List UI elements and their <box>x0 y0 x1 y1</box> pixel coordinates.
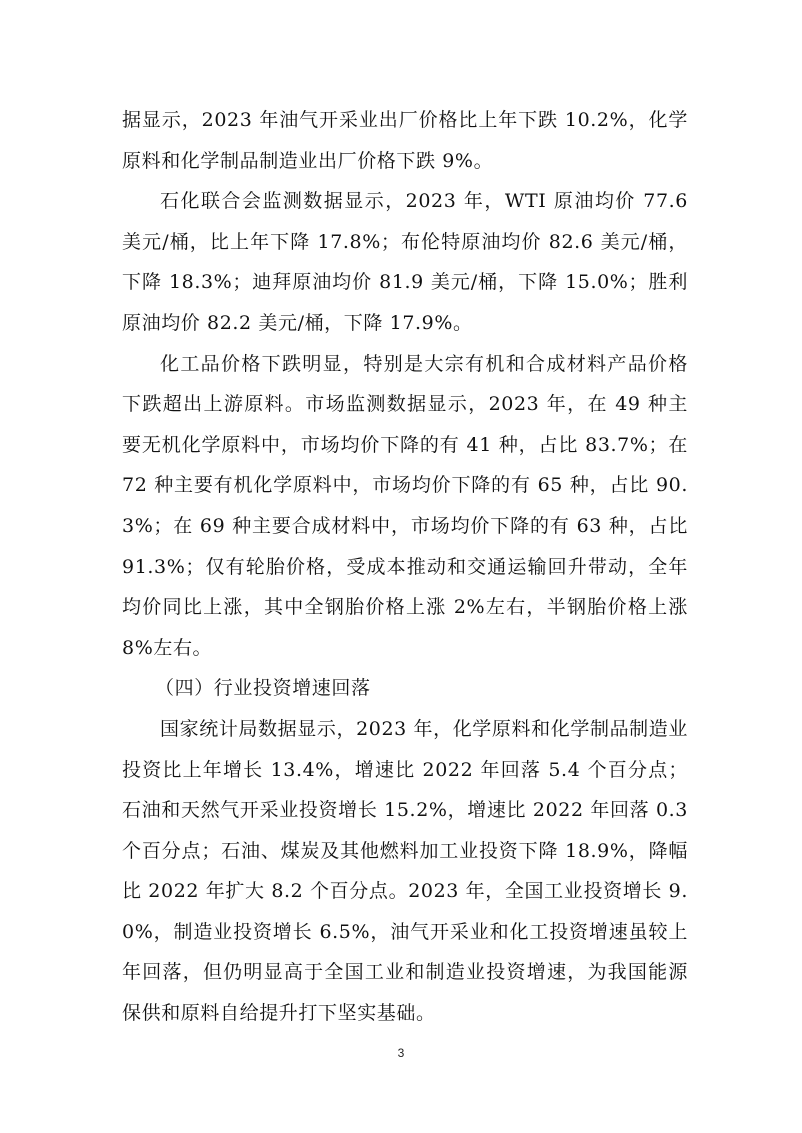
section-heading: （四）行业投资增速回落 <box>155 677 371 700</box>
page-number: 3 <box>397 1046 405 1060</box>
paragraph-price-decline-continued: 据显示，2023 年油气开采业出厂价格比上年下跌 10.2%，化学原料和化学制品制造业出厂价格下跌 9%。 <box>122 109 688 172</box>
paragraph-investment: 国家统计局数据显示，2023 年，化学原料和化学制品制造业投资比上年增长 13.4%，增速比 2022 年回落 5.4 个百分点；石油和天然气开采业投资增长 15.2%，增速比 2022 年回落 0.3 个百分点；石油、煤炭及其他燃料加工业投资下降 18.9%，降幅比 2022 年扩大 8.2 个百分点。2023 年，全国工业投资增长 9.0%，制造业投资增长 6.5%，油气开采业和化工投资增速虽较上年回落，但仍明显高于全国工业和制造业投资增速，为我国能源保供和原料自给提升打下坚实基础。 <box>122 717 688 1025</box>
paragraph-chemical-prices: 化工品价格下跌明显，特别是大宗有机和合成材料产品价格下跌超出上游原料。市场监测数据显示，2023 年，在 49 种主要无机化学原料中，市场均价下降的有 41 种，占比 83.7%；在 72 种主要有机化学原料中，市场均价下降的有 65 种，占比 90.3%；在 69 种主要合成材料中，市场均价下降的有 63 种，占比 91.3%；仅有轮胎价格，受成本推动和交通运输回升带动，全年均价同比上涨，其中全钢胎价格上涨 2%左右，半钢胎价格上涨 8%左右。 <box>122 352 688 659</box>
paragraph-crude-oil-prices: 石化联合会监测数据显示，2023 年，WTI 原油均价 77.6 美元/桶，比上年下降 17.8%；布伦特原油均价 82.6 美元/桶，下降 18.3%；迪拜原油均价 81.9 美元/桶，下降 15.0%；胜利原油均价 82.2 美元/桶，下降 17.9%。 <box>122 190 688 334</box>
body-text <box>122 100 688 1034</box>
